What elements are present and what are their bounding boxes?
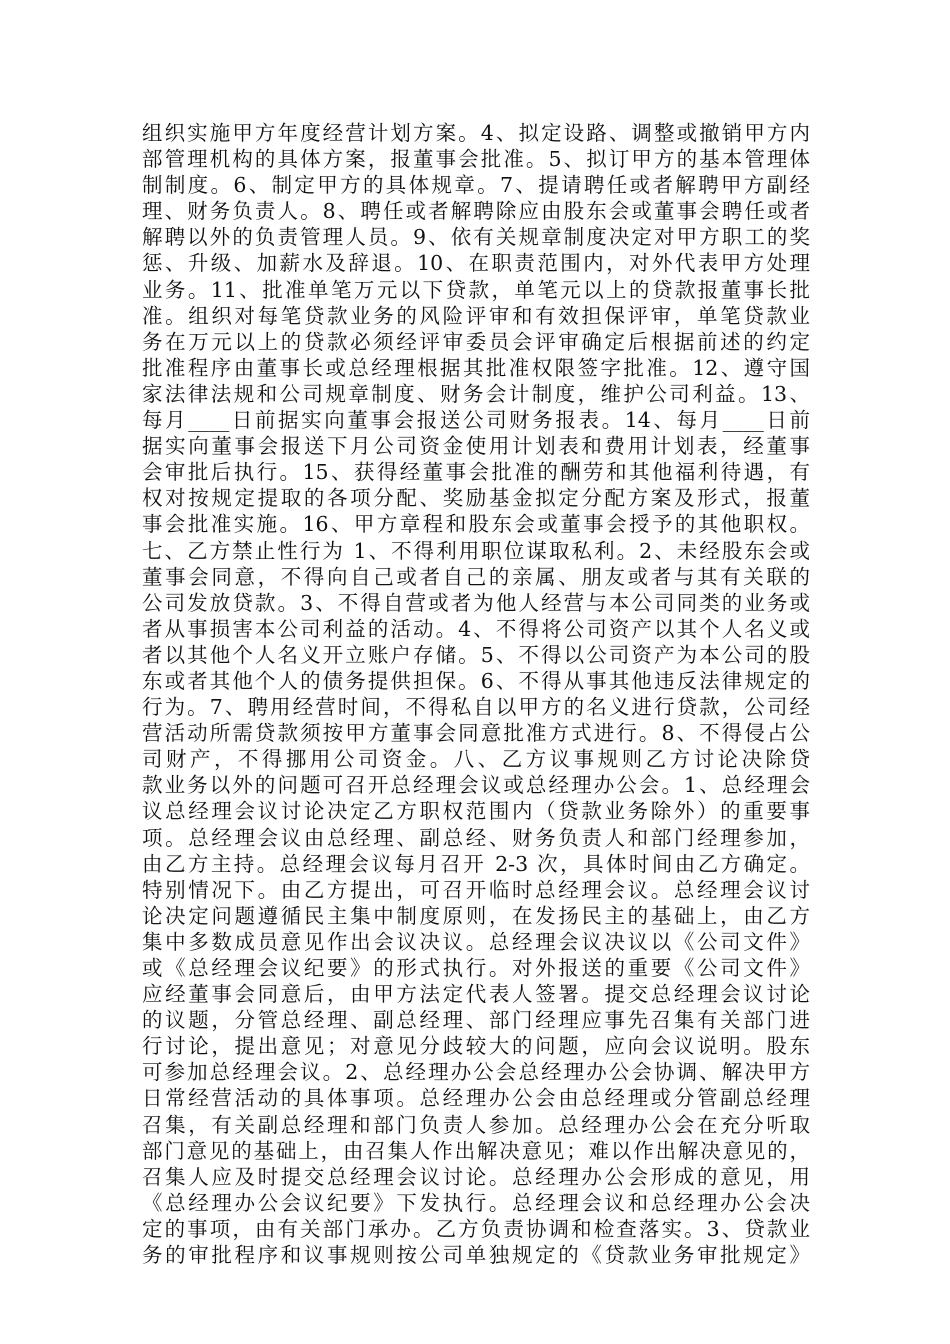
- text-line: 解聘以外的负责管理人员。9、依有关规章制度决定对甲方职工的奖: [142, 225, 810, 250]
- text-line: 召集，有关副总经理和部门负责人参加。总经理办公会在充分听取: [142, 1112, 810, 1137]
- text-line: 公司发放贷款。3、不得自营或者为他人经营与本公司同类的业务或: [142, 590, 810, 615]
- text-line: 《总经理办公会议纪要》下发执行。总经理会议和总经理办公会决: [142, 1190, 810, 1215]
- text-line: 部管理机构的具体方案，报董事会批准。5、拟订甲方的基本管理体: [142, 147, 810, 172]
- text-line: 务的审批程序和议事规则按公司单独规定的《贷款业务审批规定》: [142, 1243, 810, 1268]
- text-line: 者以其他个人名义开立账户存储。5、不得以公司资产为本公司的股: [142, 642, 810, 667]
- text-line: 日常经营活动的具体事项。总经理办公会由总经理或分管副总经理: [142, 1086, 810, 1111]
- text-line: 董事会同意，不得向自己或者自己的亲属、朋友或者与其有关联的: [142, 564, 810, 589]
- text-line: 定的事项，由有关部门承办。乙方负责协调和检查落实。3、贷款业: [142, 1216, 810, 1241]
- text-line: 应经董事会同意后，由甲方法定代表人签署。提交总经理会议讨论: [142, 982, 810, 1007]
- text-line: 项。总经理会议由总经理、副总经、财务负责人和部门经理参加，: [142, 825, 810, 850]
- text-line: 组织实施甲方年度经营计划方案。4、拟定设路、调整或撤销甲方内: [142, 121, 810, 145]
- text-line: 准。组织对每笔贷款业务的风险评审和有效担保评审，单笔贷款业: [142, 303, 810, 328]
- text-line: 事会批准实施。16、甲方章程和股东会或董事会授予的其他职权。: [142, 512, 810, 537]
- text-line: 务在万元以上的贷款必须经评审委员会评审确定后根据前述的约定: [142, 329, 810, 354]
- text-line: 集中多数成员意见作出会议决议。总经理会议决议以《公司文件》: [142, 929, 810, 954]
- text-line: 部门意见的基础上，由召集人作出解决意见；难以作出解决意见的，: [142, 1138, 810, 1163]
- text-line: 的议题，分管总经理、副总经理、部门经理应事先召集有关部门进: [142, 1008, 810, 1033]
- text-line: 业务。11、批准单笔万元以下贷款，单笔元以上的贷款报董事长批: [142, 277, 810, 302]
- text-line: 理、财务负责人。8、聘任或者解聘除应由股东会或董事会聘任或者: [142, 199, 810, 224]
- text-line: 营活动所需贷款须按甲方董事会同意批准方式进行。8、不得侵占公: [142, 721, 810, 746]
- text-line: 或《总经理会议纪要》的形式执行。对外报送的重要《公司文件》: [142, 956, 810, 980]
- text-line: 特别情况下。由乙方提出，可召开临时总经理会议。总经理会议讨: [142, 877, 810, 902]
- text-line: 七、乙方禁止性行为 1、不得利用职位谋取私利。2、未经股东会或: [142, 538, 810, 563]
- text-line: 家法律法规和公司规章制度、财务会计制度，维护公司利益。13、: [142, 381, 810, 406]
- text-line: 论决定问题遵循民主集中制度原则，在发扬民主的基础上，由乙方: [142, 903, 810, 928]
- text-line: 会审批后执行。15、获得经董事会批准的酬劳和其他福利待遇，有: [142, 460, 810, 485]
- document-body-text: [142, 120, 810, 1268]
- text-line: 东或者其他个人的债务提供担保。6、不得从事其他违反法律规定的: [142, 668, 810, 693]
- text-line: 司财产，不得挪用公司资金。八、乙方议事规则乙方讨论决除贷: [142, 747, 810, 772]
- text-line: 召集人应及时提交总经理会议讨论。总经理办公会形成的意见，用: [142, 1164, 810, 1189]
- text-line: 者从事损害本公司利益的活动。4、不得将公司资产以其个人名义或: [142, 616, 810, 641]
- text-line: 每月____日前据实向董事会报送公司财务报表。14、每月____日前: [142, 408, 810, 433]
- text-line: 制制度。6、制定甲方的具体规章。7、提请聘任或者解聘甲方副经: [142, 173, 810, 198]
- text-line: 可参加总经理会议。2、总经理办公会总经理办公会协调、解决甲方: [142, 1060, 810, 1085]
- text-line: 由乙方主持。总经理会议每月召开 2-3 次，具体时间由乙方确定。: [142, 851, 810, 876]
- text-line: 据实向董事会报送下月公司资金使用计划表和费用计划表，经董事: [142, 434, 810, 459]
- text-line: 议总经理会议讨论决定乙方职权范围内（贷款业务除外）的重要事: [142, 799, 810, 824]
- text-line: 批准程序由董事长或总经理根据其批准权限签字批准。12、遵守国: [142, 355, 810, 380]
- text-line: 权对按规定提取的各项分配、奖励基金拟定分配方案及形式，报董: [142, 486, 810, 511]
- text-line: 款业务以外的问题可召开总经理会议或总经理办公会。1、总经理会: [142, 773, 810, 798]
- text-line: 行讨论，提出意见；对意见分歧较大的问题，应向会议说明。股东: [142, 1034, 810, 1059]
- text-line: 惩、升级、加薪水及辞退。10、在职责范围内，对外代表甲方处理: [142, 251, 810, 276]
- text-line: 行为。7、聘用经营时间，不得私自以甲方的名义进行贷款，公司经: [142, 695, 810, 720]
